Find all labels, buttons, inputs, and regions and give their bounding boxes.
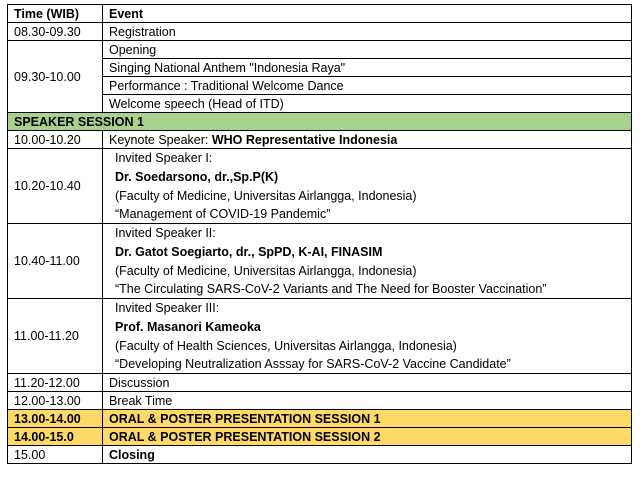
speaker-affiliation: (Faculty of Health Sciences, Universitas Airlangga, Indonesia) [115, 339, 457, 353]
event-cell: Opening [103, 41, 632, 59]
event-cell: Singing National Anthem "Indonesia Raya" [103, 59, 632, 77]
keynote-prefix: Keynote Speaker: [109, 132, 212, 147]
table-row [8, 374, 632, 392]
table-row [8, 299, 632, 374]
table-row [8, 392, 632, 410]
speaker-topic: “Management of COVID-19 Pandemic” [115, 207, 331, 221]
time-cell: 15.00 [8, 446, 103, 464]
event-cell [103, 299, 632, 374]
header-row [8, 5, 632, 23]
event-cell: ORAL & POSTER PRESENTATION SESSION 1 [103, 410, 632, 428]
speaker-topic: “Developing Neutralization Asssay for SARS-CoV-2 Vaccine Candidate” [115, 357, 511, 371]
oral-session-row [8, 428, 632, 446]
event-cell: Closing [103, 446, 632, 464]
event-cell [103, 224, 632, 299]
event-cell: Welcome speech (Head of ITD) [103, 95, 632, 113]
time-cell: 09.30-10.00 [8, 41, 103, 113]
time-cell: 10.00-10.20 [8, 131, 103, 149]
speaker-affiliation: (Faculty of Medicine, Universitas Airlangga, Indonesia) [115, 264, 417, 278]
event-cell: Discussion [103, 374, 632, 392]
event-cell [103, 131, 632, 149]
time-cell: 11.00-11.20 [8, 299, 103, 374]
time-cell: 08.30-09.30 [8, 23, 103, 41]
time-cell: 14.00-15.0 [8, 428, 103, 446]
speaker-topic: “The Circulating SARS-CoV-2 Variants and The Need for Booster Vaccination” [115, 282, 547, 296]
table-row [8, 131, 632, 149]
event-cell [103, 149, 632, 224]
time-cell: 10.20-10.40 [8, 149, 103, 224]
oral-session-row [8, 410, 632, 428]
speaker-role: Invited Speaker II: [115, 226, 216, 240]
time-cell: 12.00-13.00 [8, 392, 103, 410]
event-cell: ORAL & POSTER PRESENTATION SESSION 2 [103, 428, 632, 446]
session-label: SPEAKER SESSION 1 [8, 113, 632, 131]
speaker-name: Prof. Masanori Kameoka [115, 320, 261, 334]
speaker-name: Dr. Gatot Soegiarto, dr., SpPD, K-AI, FINASIM [115, 245, 383, 259]
speaker-role: Invited Speaker III: [115, 301, 220, 315]
keynote-name: WHO Representative Indonesia [211, 132, 398, 147]
speaker-affiliation: (Faculty of Medicine, Universitas Airlangga, Indonesia) [115, 189, 417, 203]
event-cell: Registration [103, 23, 632, 41]
table-row [8, 41, 632, 59]
speaker-role: Invited Speaker I: [115, 151, 213, 165]
time-cell: 10.40-11.00 [8, 224, 103, 299]
event-cell: Performance : Traditional Welcome Dance [103, 77, 632, 95]
table-row [8, 446, 632, 464]
time-cell: 11.20-12.00 [8, 374, 103, 392]
table-row [8, 149, 632, 224]
time-cell: 13.00-14.00 [8, 410, 103, 428]
event-cell: Break Time [103, 392, 632, 410]
schedule-table [7, 4, 632, 464]
table-row [8, 224, 632, 299]
speaker-name: Dr. Soedarsono, dr.,Sp.P(K) [115, 170, 279, 184]
session-header-row [8, 113, 632, 131]
event-column-header: Event [103, 5, 632, 23]
table-row [8, 23, 632, 41]
time-column-header: Time (WIB) [8, 5, 103, 23]
